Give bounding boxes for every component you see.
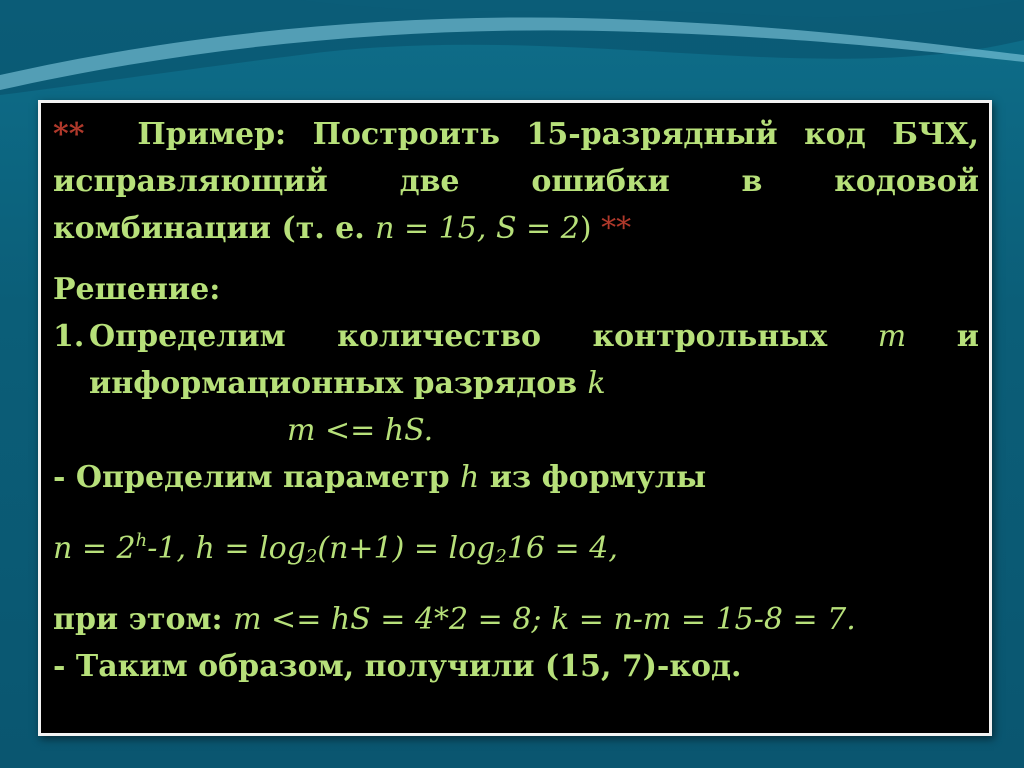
formula-m-hs: m <= hS. (287, 413, 434, 448)
formula-m-k: при этом: m <= hS = 4*2 = 8; k = n-m = 15-8 = 7. (53, 602, 856, 637)
content-box (38, 100, 992, 736)
stars-start: ** (53, 117, 85, 152)
step1-line-1: 1. Определим количество контрольных m и (53, 319, 979, 354)
formula-n-h: $n = 2^h-1$, $h = \log_2(n+1) = \log_216 = 4$, (53, 530, 618, 567)
param-line: - Определим параметр h из формулы (53, 460, 707, 495)
stars-end: ** (601, 211, 632, 246)
solution-heading: Решение: (53, 272, 221, 307)
example-line-1: ** Пример: Построить 15-разрядный код БЧХ, (53, 117, 980, 152)
example-line-3: комбинации (т. е. n = 15, S = 2) ** (53, 211, 632, 246)
example-line-2: исправляющий две ошибки в кодовой (53, 164, 979, 199)
step1-line-2: информационных разрядов k (89, 366, 606, 401)
conclusion-line: - Таким образом, получили (15, 7)-код. (53, 649, 742, 684)
